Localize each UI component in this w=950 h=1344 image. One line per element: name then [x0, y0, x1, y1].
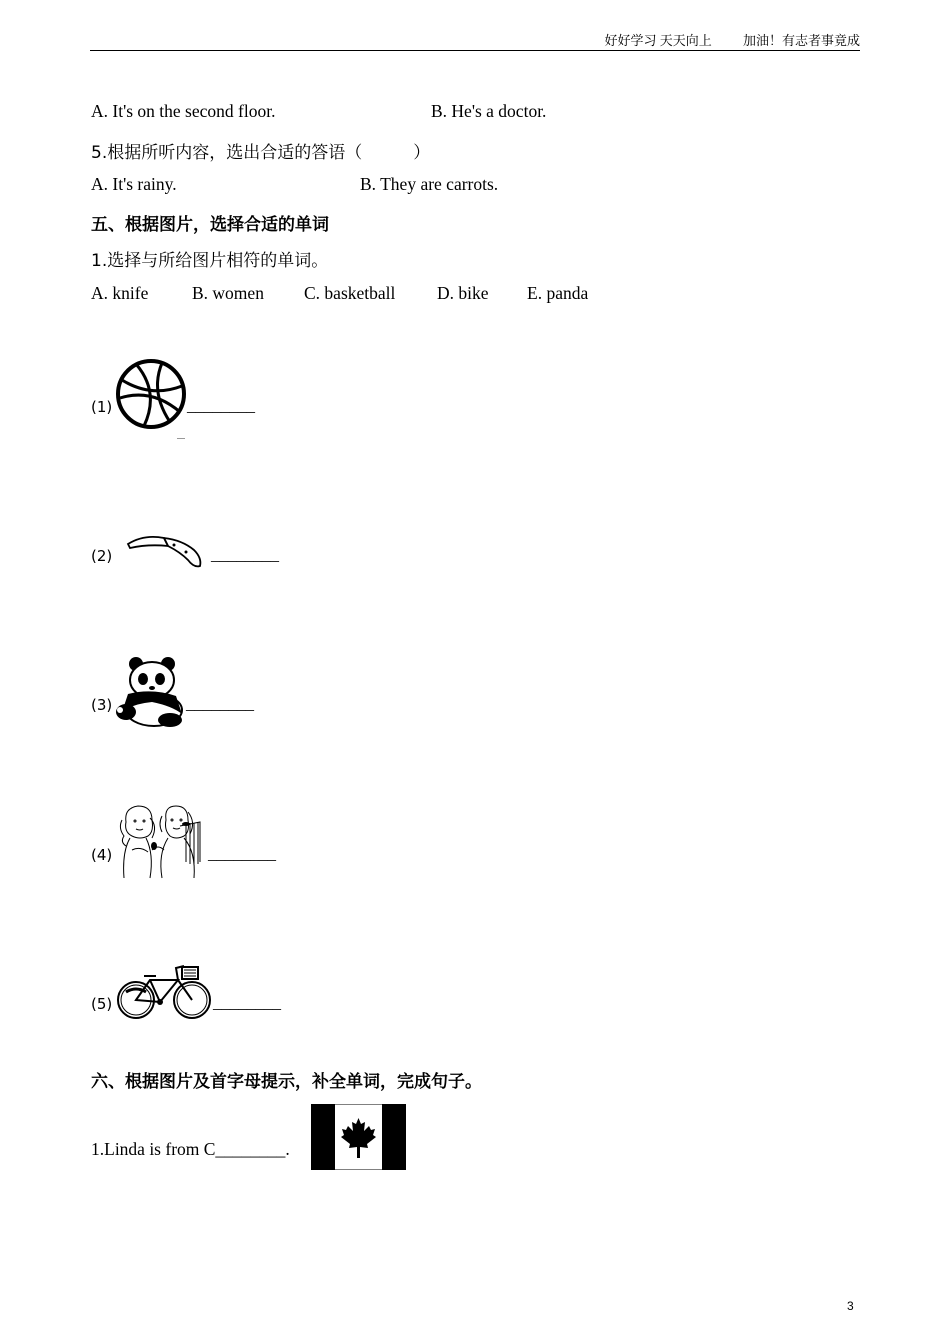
basketball-picture [114, 358, 188, 440]
women-picture [114, 802, 206, 880]
section5-title: 五、根据图片，选择合适的单词 [91, 215, 329, 235]
item-number: (1) [91, 398, 113, 416]
item-number: (5) [91, 995, 113, 1013]
answer-blank[interactable]: ________ [186, 694, 254, 713]
header-motto-left: 好好学习 天天向上 [604, 33, 712, 48]
q5-question: 5.根据所听内容，选出合适的答语（ ） [91, 143, 431, 163]
panda-picture [112, 654, 188, 730]
answer-blank[interactable]: ________ [213, 993, 281, 1012]
knife-picture [124, 530, 206, 570]
q5-option-a: A. It's rainy. [91, 174, 177, 194]
section6-title: 六、根据图片及首字母提示，补全单词，完成句子。 [91, 1072, 482, 1092]
word-option: C. basketball [304, 283, 396, 303]
word-option: E. panda [527, 283, 589, 303]
item-number: (2) [91, 547, 113, 565]
page-number: 3 [847, 1299, 854, 1313]
section6-question-1: 1.Linda is from C________. [91, 1139, 290, 1159]
canada-flag-picture [311, 1104, 406, 1170]
q4-option-a: A. It's on the second floor. [91, 101, 276, 121]
word-option: A. knife [91, 283, 149, 303]
item-number: (4) [91, 846, 113, 864]
item-number: (3) [91, 696, 113, 714]
word-option: B. women [192, 283, 264, 303]
answer-blank[interactable]: ________ [187, 396, 255, 415]
word-option: D. bike [437, 283, 489, 303]
section5-instruction: 1.选择与所给图片相符的单词。 [91, 251, 329, 271]
q4-option-b: B. He's a doctor. [431, 101, 547, 121]
header-motto-right: 加油！有志者事竟成 [742, 33, 860, 48]
page-header [90, 30, 860, 51]
answer-blank[interactable]: ________ [211, 545, 279, 564]
bike-picture [116, 962, 214, 1022]
q5-option-b: B. They are carrots. [360, 174, 499, 194]
answer-blank[interactable]: ________ [208, 844, 276, 863]
